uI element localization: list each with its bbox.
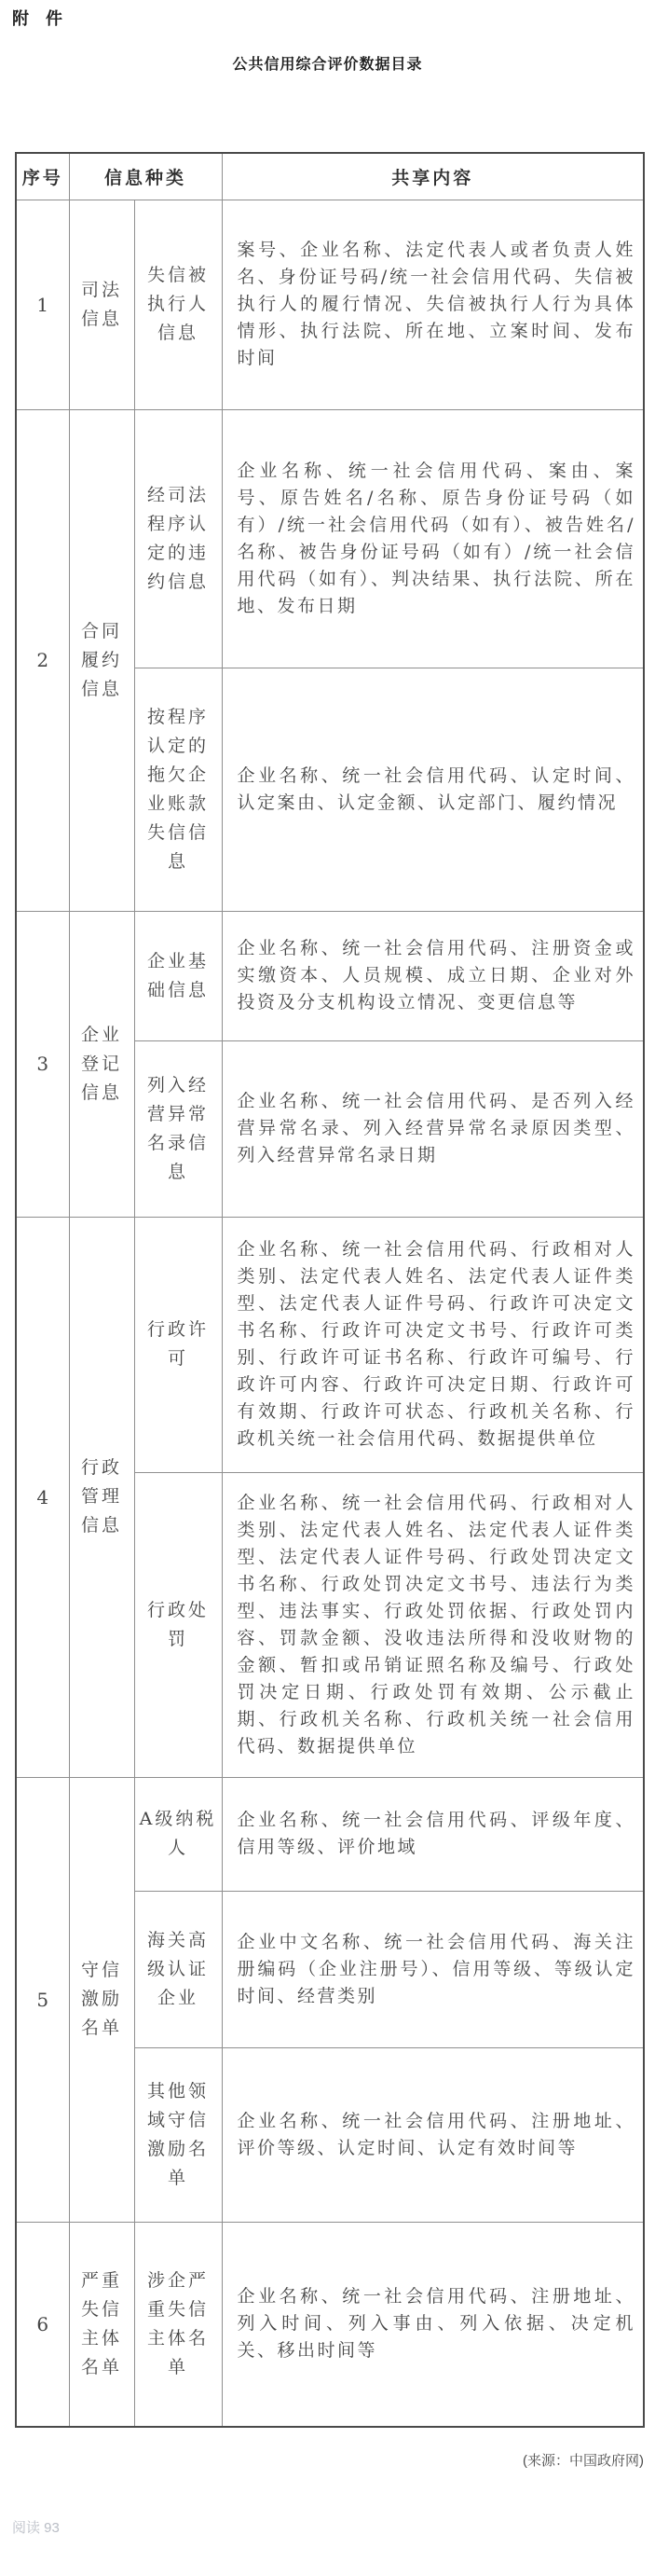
category-cell: 严重失信主体名单 bbox=[69, 2222, 134, 2427]
type-cell: 按程序认定的拖欠企业账款失信信息 bbox=[134, 668, 222, 911]
type-cell: 失信被执行人信息 bbox=[134, 200, 222, 409]
category-cell: 守信激励名单 bbox=[69, 1777, 134, 2222]
type-cell: 行政处罚 bbox=[134, 1472, 222, 1777]
header-info-type: 信息种类 bbox=[69, 153, 222, 200]
table-row bbox=[16, 1217, 644, 1472]
content-cell: 企业中文名称、统一社会信用代码、海关注册编码（企业注册号）、信用等级、等级认定时间、经营类别 bbox=[222, 1891, 644, 2047]
table-row bbox=[16, 409, 644, 668]
header-shared-content: 共享内容 bbox=[222, 153, 644, 200]
credit-data-catalog-table bbox=[15, 152, 645, 2428]
type-cell: 经司法程序认定的违约信息 bbox=[134, 409, 222, 668]
type-cell: 海关高级认证企业 bbox=[134, 1891, 222, 2047]
content-cell: 企业名称、统一社会信用代码、评级年度、信用等级、评价地域 bbox=[222, 1777, 644, 1891]
content-cell: 企业名称、统一社会信用代码、行政相对人类别、法定代表人姓名、法定代表人证件类型、法定代表人证件号码、行政许可决定文书名称、行政许可决定文书号、行政许可类别、行政许可证书名称、行政许可编号、行政许可内容、行政许可决定日期、行政许可有效期、行政许可状态、行政机关名称、行政机关统一社会信用代码、数据提供单位 bbox=[222, 1217, 644, 1472]
table-header-row bbox=[16, 153, 644, 200]
header-serial: 序号 bbox=[16, 153, 69, 200]
content-cell: 企业名称、统一社会信用代码、是否列入经营异常名录、列入经营异常名录原因类型、列入经营异常名录日期 bbox=[222, 1040, 644, 1217]
attachment-label: 附 件 bbox=[12, 9, 62, 28]
serial-cell: 2 bbox=[16, 409, 69, 911]
content-cell: 企业名称、统一社会信用代码、行政相对人类别、法定代表人姓名、法定代表人证件类型、法定代表人证件号码、行政处罚决定文书名称、行政处罚决定文书号、违法行为类型、违法事实、行政处罚依据、行政处罚内容、罚款金额、没收违法所得和没收财物的金额、暂扣或吊销证照名称及编号、行政处罚决定日期、行政处罚有效期、公示截止期、行政机关名称、行政机关统一社会信用代码、数据提供单位 bbox=[222, 1472, 644, 1777]
serial-cell: 6 bbox=[16, 2222, 69, 2427]
category-cell: 行政管理信息 bbox=[69, 1217, 134, 1777]
type-cell: 企业基础信息 bbox=[134, 911, 222, 1040]
content-cell: 企业名称、统一社会信用代码、案由、案号、原告姓名/名称、原告身份证号码（如有）/统一社会信用代码（如有）、被告姓名/名称、被告身份证号码（如有）/统一社会信用代码（如有）、判决结果、执行法院、所在地、发布日期 bbox=[222, 409, 644, 668]
serial-cell: 4 bbox=[16, 1217, 69, 1777]
category-cell: 企业登记信息 bbox=[69, 911, 134, 1217]
read-count-label: 阅读 93 bbox=[12, 2520, 60, 2536]
type-cell: 其他领域守信激励名单 bbox=[134, 2047, 222, 2222]
type-cell: A级纳税人 bbox=[134, 1777, 222, 1891]
table-row bbox=[16, 911, 644, 1040]
table-row bbox=[16, 200, 644, 409]
content-cell: 企业名称、统一社会信用代码、注册地址、列入时间、列入事由、列入依据、决定机关、移出时间等 bbox=[222, 2222, 644, 2427]
content-cell: 企业名称、统一社会信用代码、注册资金或实缴资本、人员规模、成立日期、企业对外投资及分支机构设立情况、变更信息等 bbox=[222, 911, 644, 1040]
serial-cell: 5 bbox=[16, 1777, 69, 2222]
table-row bbox=[16, 1777, 644, 1891]
category-cell: 合同履约信息 bbox=[69, 409, 134, 911]
page-title: 公共信用综合评价数据目录 bbox=[232, 57, 423, 73]
content-cell: 企业名称、统一社会信用代码、认定时间、认定案由、认定金额、认定部门、履约情况 bbox=[222, 668, 644, 911]
source-note: (来源：中国政府网) bbox=[523, 2453, 644, 2469]
serial-cell: 3 bbox=[16, 911, 69, 1217]
type-cell: 行政许可 bbox=[134, 1217, 222, 1472]
type-cell: 涉企严重失信主体名单 bbox=[134, 2222, 222, 2427]
content-cell: 案号、企业名称、法定代表人或者负责人姓名、身份证号码/统一社会信用代码、失信被执行人的履行情况、失信被执行人行为具体情形、执行法院、所在地、立案时间、发布时间 bbox=[222, 200, 644, 409]
content-cell: 企业名称、统一社会信用代码、注册地址、评价等级、认定时间、认定有效时间等 bbox=[222, 2047, 644, 2222]
table-row bbox=[16, 2222, 644, 2427]
category-cell: 司法信息 bbox=[69, 200, 134, 409]
type-cell: 列入经营异常名录信息 bbox=[134, 1040, 222, 1217]
serial-cell: 1 bbox=[16, 200, 69, 409]
